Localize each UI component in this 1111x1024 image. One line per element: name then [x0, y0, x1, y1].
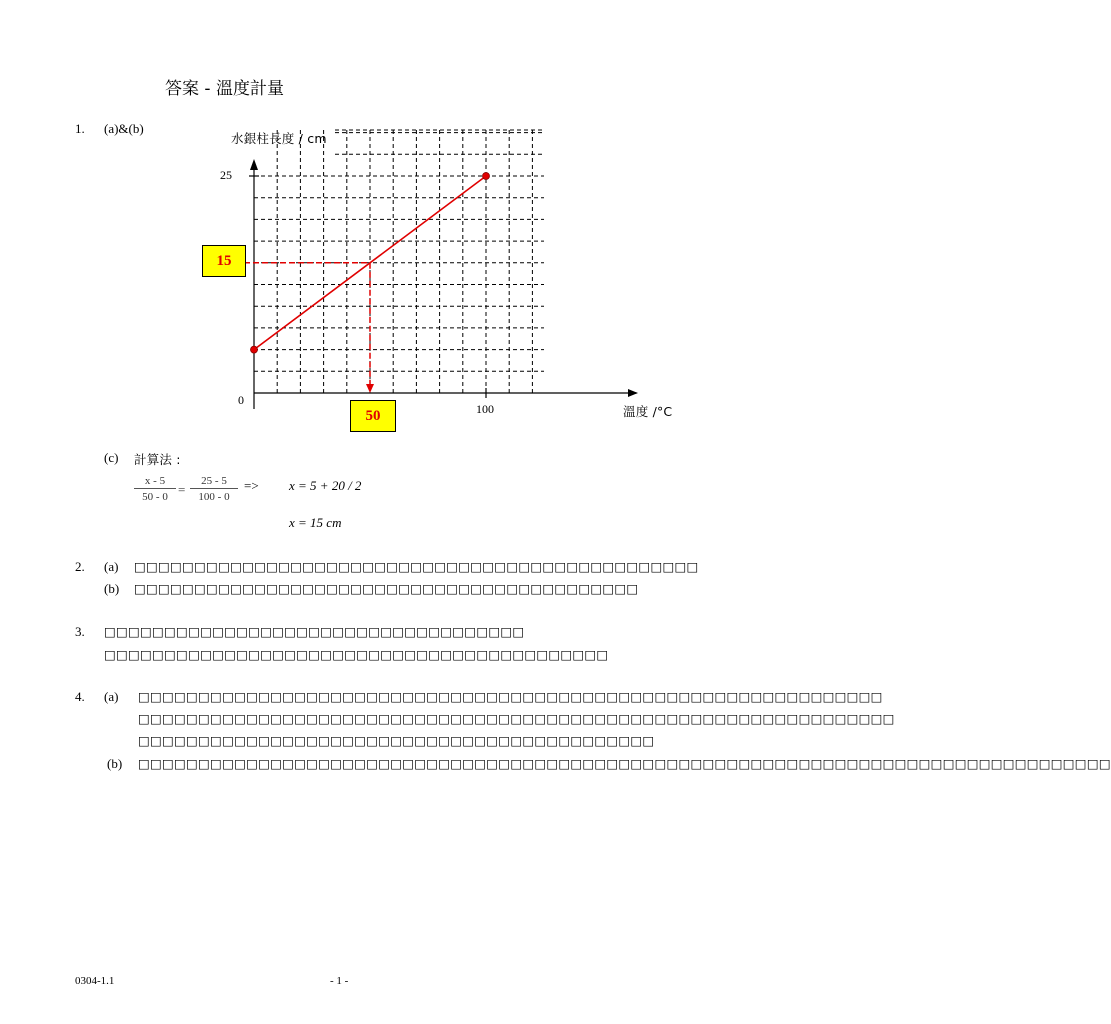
fraction-2-numerator: 25 - 5 — [190, 475, 238, 489]
fraction-1-denominator: 50 - 0 — [142, 491, 168, 503]
equation-1: x = 5 + 20 / 2 — [289, 478, 362, 493]
chart-x-tick-0: 0 — [238, 393, 244, 407]
chart-y-tick-25: 25 — [220, 168, 232, 182]
question-1-part-c-text: 計算法 : — [134, 452, 181, 467]
question-3-line-1: □□□□□□□□□□□□□□□□□□□□□□□□□□□□□□□□□□□ — [104, 624, 525, 639]
question-2-number: 2. — [75, 559, 85, 574]
question-4-part-a-line-1: □□□□□□□□□□□□□□□□□□□□□□□□□□□□□□□□□□□□□□□□□□□□□□□□□□□□□□□□□□□□□□ — [138, 689, 883, 704]
footer-page-number: - 1 - — [330, 975, 349, 987]
temperature-length-chart — [0, 0, 768, 450]
question-3-number: 3. — [75, 624, 85, 639]
fraction-2 — [190, 475, 238, 503]
question-1-number: 1. — [75, 121, 85, 136]
question-3-line-2: □□□□□□□□□□□□□□□□□□□□□□□□□□□□□□□□□□□□□□□□□□ — [104, 647, 609, 662]
fraction-equals: = — [178, 482, 186, 497]
question-4-part-a-line-3: □□□□□□□□□□□□□□□□□□□□□□□□□□□□□□□□□□□□□□□□□□□ — [138, 733, 655, 748]
question-4-number: 4. — [75, 689, 85, 704]
question-4-part-a-line-2: □□□□□□□□□□□□□□□□□□□□□□□□□□□□□□□□□□□□□□□□□□□□□□□□□□□□□□□□□□□□□□□ — [138, 711, 895, 726]
page-title: 答案 - 溫度計量 — [165, 79, 284, 99]
data-point — [483, 173, 490, 180]
fraction-2-denominator: 100 - 0 — [198, 491, 230, 503]
question-1-part-c-label: (c) — [104, 450, 119, 465]
chart-x-axis-label: 溫度 /°C — [623, 404, 673, 419]
chart-y-axis-label: 水銀柱長度 / cm — [231, 131, 327, 146]
y-axis-arrow — [250, 159, 258, 170]
x-axis-arrow — [628, 389, 638, 397]
question-2-part-b-text: □□□□□□□□□□□□□□□□□□□□□□□□□□□□□□□□□□□□□□□□□□ — [134, 581, 639, 596]
implies-arrow: => — [244, 478, 259, 493]
question-4-part-b-label: (b) — [107, 756, 123, 771]
question-2-part-a-label: (a) — [104, 559, 119, 574]
question-2-part-b-label: (b) — [104, 581, 120, 596]
fraction-1 — [134, 475, 176, 503]
readout-x-value-box: 50 — [350, 400, 396, 432]
chart-x-tick-100: 100 — [476, 402, 494, 416]
data-point — [251, 346, 258, 353]
question-4-part-b-line-1: □□□□□□□□□□□□□□□□□□□□□□□□□□□□□□□□□□□□□□□□□□□□□□□□□□□□□□□□□□□□□□□□□□□□□□□□□□□□□□□□□ — [138, 756, 1111, 771]
readout-arrow — [366, 384, 374, 393]
footer-document-code: 0304-1.1 — [75, 975, 115, 987]
fraction-1-numerator: x - 5 — [134, 475, 176, 489]
question-4-part-a-label: (a) — [104, 689, 119, 704]
question-2-part-a-text: □□□□□□□□□□□□□□□□□□□□□□□□□□□□□□□□□□□□□□□□□□□□□□□ — [134, 559, 699, 574]
equation-2: x = 15 cm — [289, 515, 342, 530]
readout-y-value-box: 15 — [202, 245, 246, 277]
question-1-part-ab: (a)&(b) — [104, 121, 144, 136]
